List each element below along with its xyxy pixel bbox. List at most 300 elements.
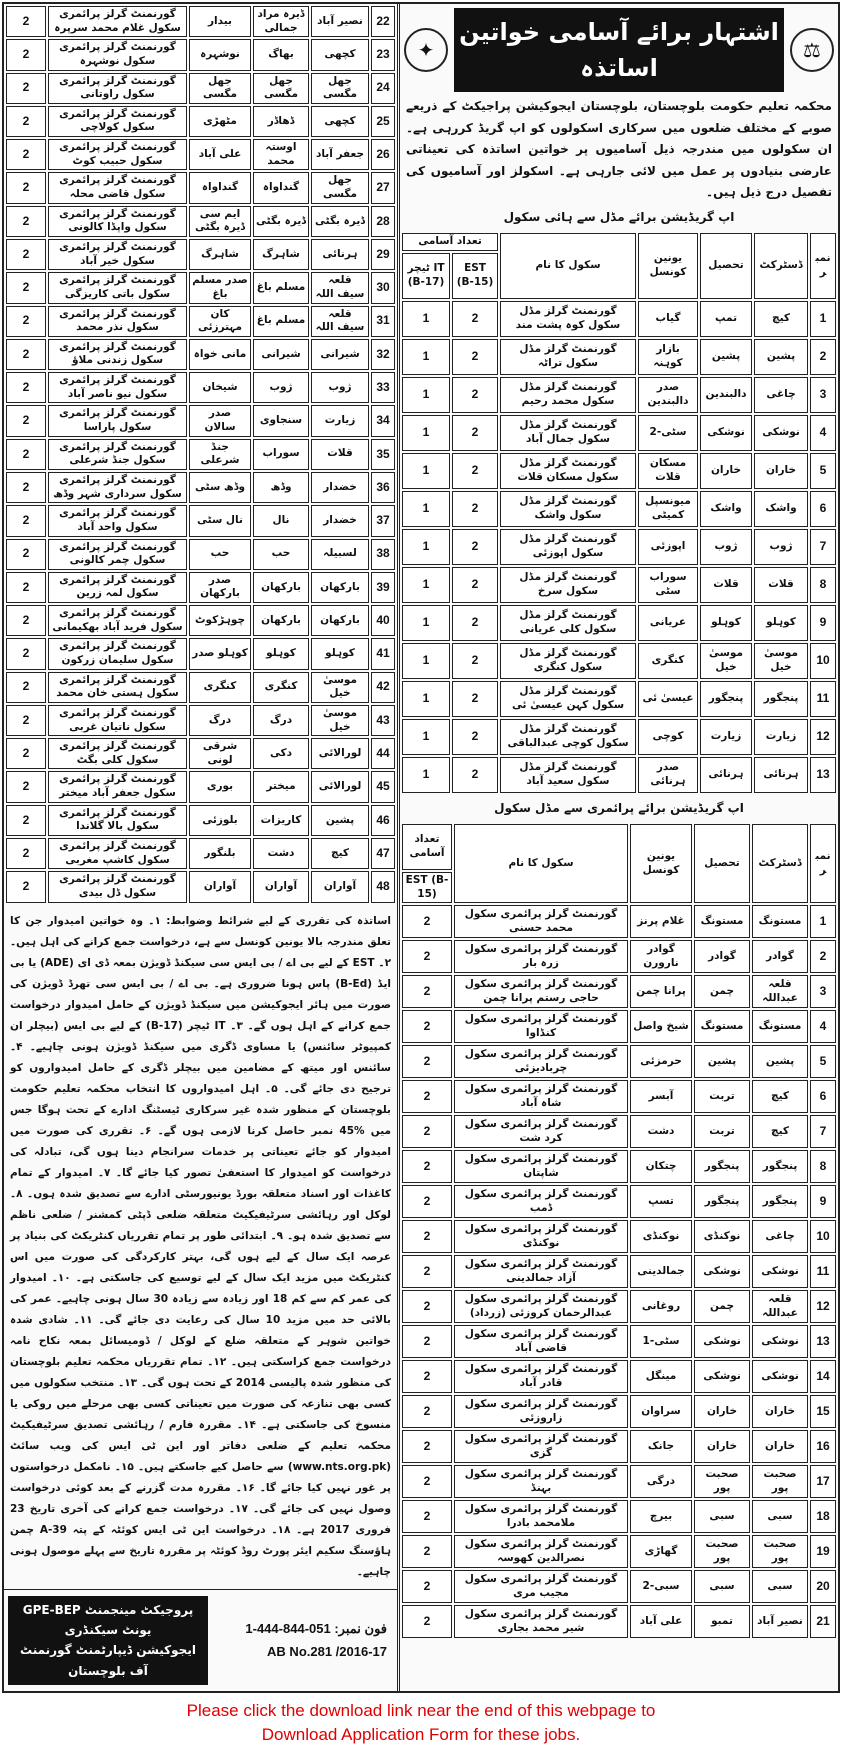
it-posts: 1 — [402, 605, 450, 641]
district: نوشکی — [752, 1255, 808, 1288]
school-name: گورنمنٹ گرلز مڈل سکول سرخ — [500, 567, 636, 603]
row-number: 44 — [371, 738, 395, 769]
table-row — [6, 838, 395, 869]
tehsil: تمبو — [694, 1605, 750, 1638]
district: زیارت — [311, 405, 369, 436]
table-row — [402, 1045, 836, 1078]
est-posts: 2 — [402, 1115, 452, 1148]
download-notice — [0, 1695, 842, 1755]
row-number: 27 — [371, 172, 395, 203]
est-posts: 2 — [452, 567, 498, 603]
middle-to-high-table — [400, 231, 838, 795]
ad-title: اشتہار برائے آسامی خواتین اساتذہ — [454, 8, 784, 92]
district: خاران — [752, 1430, 808, 1463]
school-name: گورنمنٹ گرلز پرائمری سکول باتی کاریزگی — [48, 272, 187, 303]
row-number: 25 — [371, 106, 395, 137]
col-district: ڈسٹرکٹ — [754, 233, 808, 299]
union-council: علی آباد — [630, 1605, 692, 1638]
table-row — [402, 940, 836, 973]
school-name: گورنمنٹ گرلز پرائمری سکول شاپتان — [454, 1150, 628, 1183]
tehsil: بھاگ — [253, 39, 309, 70]
tehsil: بارکھان — [253, 605, 309, 636]
school-name: گورنمنٹ گرلز پرائمری سکول بہنڈ — [454, 1465, 628, 1498]
school-name: گورنمنٹ گرلز پرائمری سکول فرید آباد بھکیمانی — [48, 605, 187, 636]
table-row — [402, 681, 836, 717]
table-row — [6, 738, 395, 769]
table-row — [6, 172, 395, 203]
it-posts: 1 — [402, 567, 450, 603]
district: کیچ — [752, 1115, 808, 1148]
district: قلات — [311, 439, 369, 470]
est-posts: 2 — [6, 106, 46, 137]
district: ڈیرہ بگٹی — [311, 206, 369, 237]
intro-text: محکمہ تعلیم حکومت بلوچستان، بلوچستان ایجوکیشن پراجیکٹ کے ذریعے صوبے کے مختلف ضلعوں میں سرکاری اسکولوں کو اپ گریڈ کررہی ہے۔ ان سکولوں میں مندرجہ ذیل آسامیوں پر خواتین اساتذہ کی تعیناتی عارضی بنیادوں پر عمل میں لائی جارہی ہے۔ اسکولز اور آسامیوں کی تفصیل درج ذیل ہیں۔ — [406, 99, 832, 200]
district: نصیر آباد — [311, 6, 369, 37]
tehsil: پشین — [700, 339, 752, 375]
row-number: 6 — [810, 491, 836, 527]
table-row — [6, 405, 395, 436]
union-council: عریانی — [638, 605, 698, 641]
table-row — [6, 505, 395, 536]
district: نصیر آباد — [752, 1605, 808, 1638]
col-est: EST (B-15) — [452, 253, 498, 299]
ad-footer — [4, 1589, 397, 1692]
table-row — [402, 415, 836, 451]
tehsil: ژوب — [700, 529, 752, 565]
col-school-name: سکول کا نام — [454, 824, 628, 903]
union-council: مینگل — [630, 1360, 692, 1393]
district: کوہلو — [754, 605, 808, 641]
tehsil: خاران — [700, 453, 752, 489]
est-posts: 2 — [402, 1010, 452, 1043]
row-number: 1 — [810, 301, 836, 337]
est-posts: 2 — [6, 405, 46, 436]
school-name: گورنمنٹ گرلز پرائمری سکول سرداری شہر وڈھ — [48, 472, 187, 503]
est-posts: 2 — [402, 940, 452, 973]
tehsil: سنجاوی — [253, 405, 309, 436]
school-name: گورنمنٹ گرلز پرائمری سکول محمد حسنی — [454, 905, 628, 938]
district: قلعہ عبداللہ — [752, 1290, 808, 1323]
tehsil: پنجگور — [700, 681, 752, 717]
district: قلعہ سیف اللہ — [311, 306, 369, 337]
tehsil: تربت — [694, 1115, 750, 1148]
est-posts: 2 — [402, 1255, 452, 1288]
row-number: 4 — [810, 1010, 836, 1043]
tehsil: دالبندین — [700, 377, 752, 413]
it-posts: 1 — [402, 643, 450, 679]
ad-header — [404, 8, 834, 92]
tehsil: ڈیرہ بگٹی — [253, 206, 309, 237]
table-row — [402, 1185, 836, 1218]
est-posts: 2 — [402, 1290, 452, 1323]
district: موسیٰ خیل — [311, 672, 369, 703]
union-council: صدر بارکھان — [189, 572, 251, 603]
union-council: سوراب سٹی — [638, 567, 698, 603]
district: پنجگور — [754, 681, 808, 717]
table-row — [6, 805, 395, 836]
school-name: گورنمنٹ گرلز پرائمری سکول عبدالرحمان کروزئی (زرداد) — [454, 1290, 628, 1323]
table-row — [402, 1150, 836, 1183]
issuer-line-2: ایجوکیشن ڈیپارٹمنٹ گورنمنٹ آف بلوچستان — [20, 1643, 196, 1678]
row-number: 43 — [371, 705, 395, 736]
school-name: گورنمنٹ گرلز پرائمری سکول قاضی آباد — [454, 1325, 628, 1358]
union-council: کنگری — [189, 672, 251, 703]
row-number: 22 — [371, 6, 395, 37]
row-number: 1 — [810, 905, 836, 938]
row-number: 9 — [810, 1185, 836, 1218]
row-number: 29 — [371, 239, 395, 270]
table-row — [402, 757, 836, 793]
school-name: گورنمنٹ گرلز پرائمری سکول خیر آباد — [48, 239, 187, 270]
district: لسبیلہ — [311, 539, 369, 570]
tehsil: چمن — [694, 1290, 750, 1323]
est-posts: 2 — [6, 39, 46, 70]
terms-and-conditions: اساتذہ کی تقرری کے لیے شرائط وضوابط: ۱۔ وہ خواتین امیدوار جن کا تعلق مندرجہ بالا یونین کونسل سے ہے، درخواست جمع کرانے کی اہل ہیں۔ ۲۔ EST کے لیے بی اے / بی ایس سی سیکنڈ ڈویژن بمعہ ڈی ای (ADE) یا بی ایڈ (B-Ed) پاس ہونا ضروری ہے۔ بی اے / بی ایس سی تھرڈ ڈویژن کی صورت میں ہائر ایجوکیشن میں سیکنڈ ڈویژن کے حامل امیدوار درخواست جمع کرانے کے اہل ہوں گے۔ ۳۔ IT ٹیچر (B-17) کے لیے بی ایس (بیچلر ان کمپیوٹر سائنس) یا مساوی ڈگری میں سیکنڈ ڈویژن ہونی چاہیے۔ ۴۔ سائنس اور میتھ کے مضامین میں بیچلر ڈگری کے حامل امیدواروں کو ترجیح دی جائے گی۔ ۵۔ اہل امیدواروں کا انتخاب محکمہ تعلیم حکومت بلوچستان کے منظور شدہ غیر سرکاری ٹیسٹنگ ادارے کے تحت ہوگا جس میں %45 نمبر حاصل کرنا لازمی ہوں گے۔ ۶۔ تقرری کی صورت میں امیدوار کو جائے تعیناتی پر خدمات سرانجام دینا ہوں گی، تبادلہ کی درخواست کو امیدوار کا استعفیٰ تصور کیا جائے گا۔ ۷۔ امیدوار کے تمام کاغذات اور اسناد متعلقہ بورڈ یونیورسٹی ادارے سے تصدیق شدہ ہوں۔ ۸۔ لوکل اور رہائشی سرٹیفیکیٹ متعلقہ ضلعی ڈپٹی کمشنر / ضلعی ناظم سے تصدیق شدہ ہو۔ ۹۔ ابتدائی طور پر تمام تقرریاں کنٹریکٹ کی بنیاد پر عرصہ ایک سال کے لیے ہوں گی، بہتر کارکردگی کی صورت میں اس کنٹریکٹ میں مزید ایک سال کے لیے توسیع کی جاسکتی ہے۔ ۱۰۔ امیدوار کی عمر کم سے کم 18 اور زیادہ سے زیادہ 30 سال ہونی چاہیے۔ عمر کی بالائی حد میں مزید 10 سال کی رعایت دی جائے گی۔ ۱۱۔ شادی شدہ خواتین شوہر کے متعلقہ ضلع کے لوکل / ڈومیسائل بمعہ نکاح نامہ درخواست جمع کراسکتی ہیں۔ ۱۲۔ تمام تقرریاں محکمہ تعلیم بلوچستان کی منظور شدہ پالیسی 2014 کے تحت ہوں گی۔ ۱۳۔ منتخب سکولوں میں کسی بھی تنازعہ کی صورت میں تعیناتی کسی بھی مرحلے میں روکی یا منسوخ کی جاسکتی ہے۔ ۱۴۔ مقررہ فارم / رہائشی تصدیق سرٹیفیکیٹ محکمہ تعلیم کے ضلعی دفاتر اور این ٹی ایس کی ویب سائٹ (www.nts.org.pk) سے حاصل کیے جاسکتے ہیں۔ ۱۵۔ نامکمل درخواستوں پر غور نہیں کیا جائے گا۔ ۱۶۔ مقررہ مدت گزرنے کے بعد کوئی درخواست وصول نہیں کی جائے گی۔ ۱۷۔ درخواست جمع کرانے کی آخری تاریخ 23 فروری 2017 ہے۔ ۱۸۔ درخواست این ٹی ایس کوئٹہ کے پتہ A-39 چمن ہاؤسنگ سکیم ایئر پورٹ روڈ کوئٹہ پر مقررہ تاریخ سے پہلے موصول ہونی چاہیے۔ — [10, 914, 392, 1578]
district: کیچ — [311, 838, 369, 869]
tehsil: کنگری — [253, 672, 309, 703]
tehsil: موسیٰ خیل — [700, 643, 752, 679]
district: ہرنائی — [311, 239, 369, 270]
district: واشک — [754, 491, 808, 527]
tehsil: نال — [253, 505, 309, 536]
est-posts: 2 — [6, 771, 46, 802]
est-posts: 2 — [402, 1360, 452, 1393]
school-name: گورنمنٹ گرلز پرائمری سکول گزی — [454, 1430, 628, 1463]
district: نوشکی — [754, 415, 808, 451]
tehsil: نوشکی — [700, 415, 752, 451]
school-name: گورنمنٹ گرلز پرائمری سکول کلی بگٹ — [48, 738, 187, 769]
district: جعفر آباد — [311, 139, 369, 170]
school-name: گورنمنٹ گرلز پرائمری سکول ڈمب — [454, 1185, 628, 1218]
district: پشین — [311, 805, 369, 836]
union-council: کان مہترزئی — [189, 306, 251, 337]
est-posts: 2 — [6, 838, 46, 869]
school-name: گورنمنٹ گرلز پرائمری سکول کنڈاوا — [454, 1010, 628, 1043]
union-council: گوادر نارورن — [630, 940, 692, 973]
tehsil: نوکنڈی — [694, 1220, 750, 1253]
union-council: بلنگور — [189, 838, 251, 869]
row-number: 21 — [810, 1605, 836, 1638]
table-row — [402, 905, 836, 938]
col-tehsil: تحصیل — [700, 233, 752, 299]
table-row — [6, 106, 395, 137]
table-row — [6, 605, 395, 636]
union-council: شیخ واصل — [630, 1010, 692, 1043]
est-posts: 2 — [6, 638, 46, 669]
est-posts: 2 — [452, 301, 498, 337]
table-row — [402, 377, 836, 413]
col-school-name: سکول کا نام — [500, 233, 636, 299]
union-council: مانی خواہ — [189, 339, 251, 370]
it-posts: 1 — [402, 339, 450, 375]
school-name: گورنمنٹ گرلز پرائمری سکول جعفر آباد میختر — [48, 771, 187, 802]
table-row — [6, 638, 395, 669]
school-name: گورنمنٹ گرلز مڈل سکول کنگری — [500, 643, 636, 679]
tehsil: واشک — [700, 491, 752, 527]
union-council: شرقی لونی — [189, 738, 251, 769]
school-name: گورنمنٹ گرلز پرائمری سکول مجیب مری — [454, 1570, 628, 1603]
district: ژوب — [754, 529, 808, 565]
district: مستونگ — [752, 905, 808, 938]
tehsil: مستونگ — [694, 905, 750, 938]
school-name: گورنمنٹ گرلز پرائمری سکول چربادیزئی — [454, 1045, 628, 1078]
district: ژوب — [311, 372, 369, 403]
table-row — [6, 306, 395, 337]
est-posts: 2 — [6, 572, 46, 603]
tehsil: ڈھاڈر — [253, 106, 309, 137]
table-row — [402, 1010, 836, 1043]
union-council: آبسر — [630, 1080, 692, 1113]
district: سبی — [752, 1500, 808, 1533]
row-number: 7 — [810, 529, 836, 565]
tehsil: خاران — [694, 1395, 750, 1428]
est-posts: 2 — [402, 905, 452, 938]
district: پشین — [754, 339, 808, 375]
row-number: 40 — [371, 605, 395, 636]
table-row — [6, 339, 395, 370]
school-name: گورنمنٹ گرلز مڈل سکول سعید آباد — [500, 757, 636, 793]
union-council: بلوزئی — [189, 805, 251, 836]
district: پنجگور — [752, 1150, 808, 1183]
district: چاغی — [754, 377, 808, 413]
union-council: جنڈ شرعلی — [189, 439, 251, 470]
table-row — [6, 705, 395, 736]
district: نوشکی — [752, 1325, 808, 1358]
table-row — [402, 605, 836, 641]
school-name: گورنمنٹ گرلز پرائمری سکول کاشپ مغربی — [48, 838, 187, 869]
issuer-line-1: GPE-BEP پروجیکٹ مینجمنٹ یونٹ سیکنڈری — [22, 1602, 194, 1637]
school-name: گورنمنٹ گرلز پرائمری سکول پاراسا — [48, 405, 187, 436]
row-number: 28 — [371, 206, 395, 237]
school-name: گورنمنٹ گرلز مڈل سکول کوہ پشت مند — [500, 301, 636, 337]
row-number: 47 — [371, 838, 395, 869]
table-row — [402, 1080, 836, 1113]
tehsil: سبی — [694, 1500, 750, 1533]
union-council: ایم سی ڈیرہ بگٹی — [189, 206, 251, 237]
row-number: 26 — [371, 139, 395, 170]
it-posts: 1 — [402, 377, 450, 413]
school-name: گورنمنٹ گرلز پرائمری سکول حبیب کوٹ — [48, 139, 187, 170]
est-posts: 2 — [6, 672, 46, 703]
school-name: گورنمنٹ گرلز پرائمری سکول ڈل بیدی — [48, 871, 187, 902]
school-name: گورنمنٹ گرلز پرائمری سکول نصرالدین کھوسہ — [454, 1535, 628, 1568]
tehsil: دکی — [253, 738, 309, 769]
tehsil: نوشکی — [694, 1325, 750, 1358]
table-row — [402, 1430, 836, 1463]
table-row — [6, 871, 395, 902]
ad-number: AB No.281 /2016-17 — [267, 1644, 387, 1660]
table-row — [402, 339, 836, 375]
union-council: شاہرگ — [189, 239, 251, 270]
district: قلعہ عبداللہ — [752, 975, 808, 1008]
union-council: آواران — [189, 871, 251, 902]
school-name: گورنمنٹ گرلز پرائمری سکول قاضی محلہ — [48, 172, 187, 203]
est-posts: 2 — [6, 172, 46, 203]
table-row — [402, 1290, 836, 1323]
col-union-council: یونین کونسل — [638, 233, 698, 299]
tehsil: مسلم باغ — [253, 272, 309, 303]
government-seal-icon: ⚖ — [790, 28, 834, 72]
row-number: 5 — [810, 453, 836, 489]
district: مستونگ — [752, 1010, 808, 1043]
district: موسیٰ خیل — [754, 643, 808, 679]
row-number: 35 — [371, 439, 395, 470]
union-council: حرمزئی — [630, 1045, 692, 1078]
tehsil: شیرانی — [253, 339, 309, 370]
est-posts: 2 — [452, 529, 498, 565]
school-name: گورنمنٹ گرلز مڈل سکول تراٹہ — [500, 339, 636, 375]
union-council: گھاڑی — [630, 1535, 692, 1568]
row-number: 24 — [371, 73, 395, 104]
tehsil: نوشکی — [694, 1360, 750, 1393]
est-posts: 2 — [402, 1325, 452, 1358]
union-council: روغانی — [630, 1290, 692, 1323]
tehsil: کاریزات — [253, 805, 309, 836]
table-row — [402, 453, 836, 489]
district: آواران — [311, 871, 369, 902]
tehsil: مسلم باغ — [253, 306, 309, 337]
union-council: سٹی-1 — [630, 1325, 692, 1358]
district: کوہلو — [311, 638, 369, 669]
row-number: 8 — [810, 1150, 836, 1183]
union-council: درگ — [189, 705, 251, 736]
it-posts: 1 — [402, 491, 450, 527]
tehsil: زیارت — [700, 719, 752, 755]
union-council: بیرچ — [630, 1500, 692, 1533]
school-name: گورنمنٹ گرلز مڈل سکول محمد رحیم — [500, 377, 636, 413]
school-name: گورنمنٹ گرلز پرائمری سکول بالا گلاندا — [48, 805, 187, 836]
col-number: نمبر — [810, 233, 836, 299]
est-posts: 2 — [6, 306, 46, 337]
row-number: 31 — [371, 306, 395, 337]
row-number: 10 — [810, 1220, 836, 1253]
est-posts: 2 — [402, 1465, 452, 1498]
tehsil: جھل مگسی — [253, 73, 309, 104]
right-column — [400, 4, 838, 1691]
est-posts: 2 — [6, 272, 46, 303]
tehsil: گوادر — [694, 940, 750, 973]
table-row — [402, 567, 836, 603]
it-posts: 1 — [402, 529, 450, 565]
row-number: 3 — [810, 975, 836, 1008]
district: خاران — [752, 1395, 808, 1428]
union-council: حب — [189, 539, 251, 570]
district: پشین — [752, 1045, 808, 1078]
union-council: سٹی-2 — [638, 415, 698, 451]
school-name: گورنمنٹ گرلز پرائمری سکول ناتیان غربی — [48, 705, 187, 736]
row-number: 34 — [371, 405, 395, 436]
table-row — [402, 1255, 836, 1288]
table-row — [402, 529, 836, 565]
table-row — [402, 1115, 836, 1148]
union-council: نوشہرہ — [189, 39, 251, 70]
it-posts: 1 — [402, 719, 450, 755]
school-name: گورنمنٹ گرلز پرائمری سکول زندنی ملاؤ — [48, 339, 187, 370]
col-union-council: یونین کونسل — [630, 824, 692, 903]
est-posts: 2 — [452, 757, 498, 793]
table-row — [6, 73, 395, 104]
tehsil: آواران — [253, 871, 309, 902]
district: سبی — [752, 1570, 808, 1603]
tehsil: پشین — [694, 1045, 750, 1078]
table-row — [402, 1535, 836, 1568]
tehsil: درگ — [253, 705, 309, 736]
union-council: جمالدینی — [630, 1255, 692, 1288]
table-row — [6, 206, 395, 237]
district: پنجگور — [752, 1185, 808, 1218]
col-district: ڈسٹرکٹ — [752, 824, 808, 903]
row-number: 6 — [810, 1080, 836, 1113]
table2-heading: اپ گریڈیشن برائے پرائمری سے مڈل سکول — [494, 800, 744, 815]
est-posts: 2 — [402, 1045, 452, 1078]
row-number: 32 — [371, 339, 395, 370]
district: بارکھان — [311, 572, 369, 603]
est-posts: 2 — [402, 1185, 452, 1218]
row-number: 33 — [371, 372, 395, 403]
table-row — [6, 439, 395, 470]
table-row — [6, 472, 395, 503]
union-council: دشت — [630, 1115, 692, 1148]
school-name: گورنمنٹ گرلز پرائمری سکول راوتانی — [48, 73, 187, 104]
est-posts: 2 — [6, 139, 46, 170]
table-row — [6, 39, 395, 70]
tehsil: صحبت پور — [694, 1535, 750, 1568]
tehsil: مستونگ — [694, 1010, 750, 1043]
school-name: گورنمنٹ گرلز پرائمری سکول نذر محمد — [48, 306, 187, 337]
table-row — [6, 139, 395, 170]
table-row — [6, 272, 395, 303]
table-row — [402, 1465, 836, 1498]
est-posts: 2 — [6, 439, 46, 470]
row-number: 39 — [371, 572, 395, 603]
tehsil: ڈیرہ مراد جمالی — [253, 6, 309, 37]
row-number: 23 — [371, 39, 395, 70]
row-number: 9 — [810, 605, 836, 641]
col-posts: تعداد آسامی — [402, 233, 498, 251]
district: خضدار — [311, 505, 369, 536]
col-est: EST (B-15) — [402, 872, 452, 903]
school-name: گورنمنٹ گرلز پرائمری سکول سلیمان زرکون — [48, 638, 187, 669]
district: کچھی — [311, 106, 369, 137]
district: صحبت پور — [752, 1465, 808, 1498]
primary-to-middle-table — [400, 822, 838, 1640]
school-name: گورنمنٹ گرلز پرائمری سکول شیر محمد بجاری — [454, 1605, 628, 1638]
district: قلعہ سیف اللہ — [311, 272, 369, 303]
table-row — [402, 491, 836, 527]
table-row — [6, 539, 395, 570]
union-council: کنگری — [638, 643, 698, 679]
school-name: گورنمنٹ گرلز پرائمری سکول نوشہرہ — [48, 39, 187, 70]
row-number: 38 — [371, 539, 395, 570]
district: چاغی — [752, 1220, 808, 1253]
row-number: 18 — [810, 1500, 836, 1533]
est-posts: 2 — [452, 377, 498, 413]
est-posts: 2 — [452, 719, 498, 755]
union-council: بیدار — [189, 6, 251, 37]
row-number: 46 — [371, 805, 395, 836]
tehsil: قلات — [700, 567, 752, 603]
row-number: 19 — [810, 1535, 836, 1568]
school-name: گورنمنٹ گرلز پرائمری سکول قادر آباد — [454, 1360, 628, 1393]
table-row — [6, 6, 395, 37]
tehsil: صحبت پور — [694, 1465, 750, 1498]
union-council: چتکان — [630, 1150, 692, 1183]
school-name: گورنمنٹ گرلز پرائمری سکول آزاد جمالدینی — [454, 1255, 628, 1288]
union-council: گنداواہ — [189, 172, 251, 203]
est-posts: 2 — [6, 73, 46, 104]
row-number: 13 — [810, 1325, 836, 1358]
est-posts: 2 — [452, 491, 498, 527]
